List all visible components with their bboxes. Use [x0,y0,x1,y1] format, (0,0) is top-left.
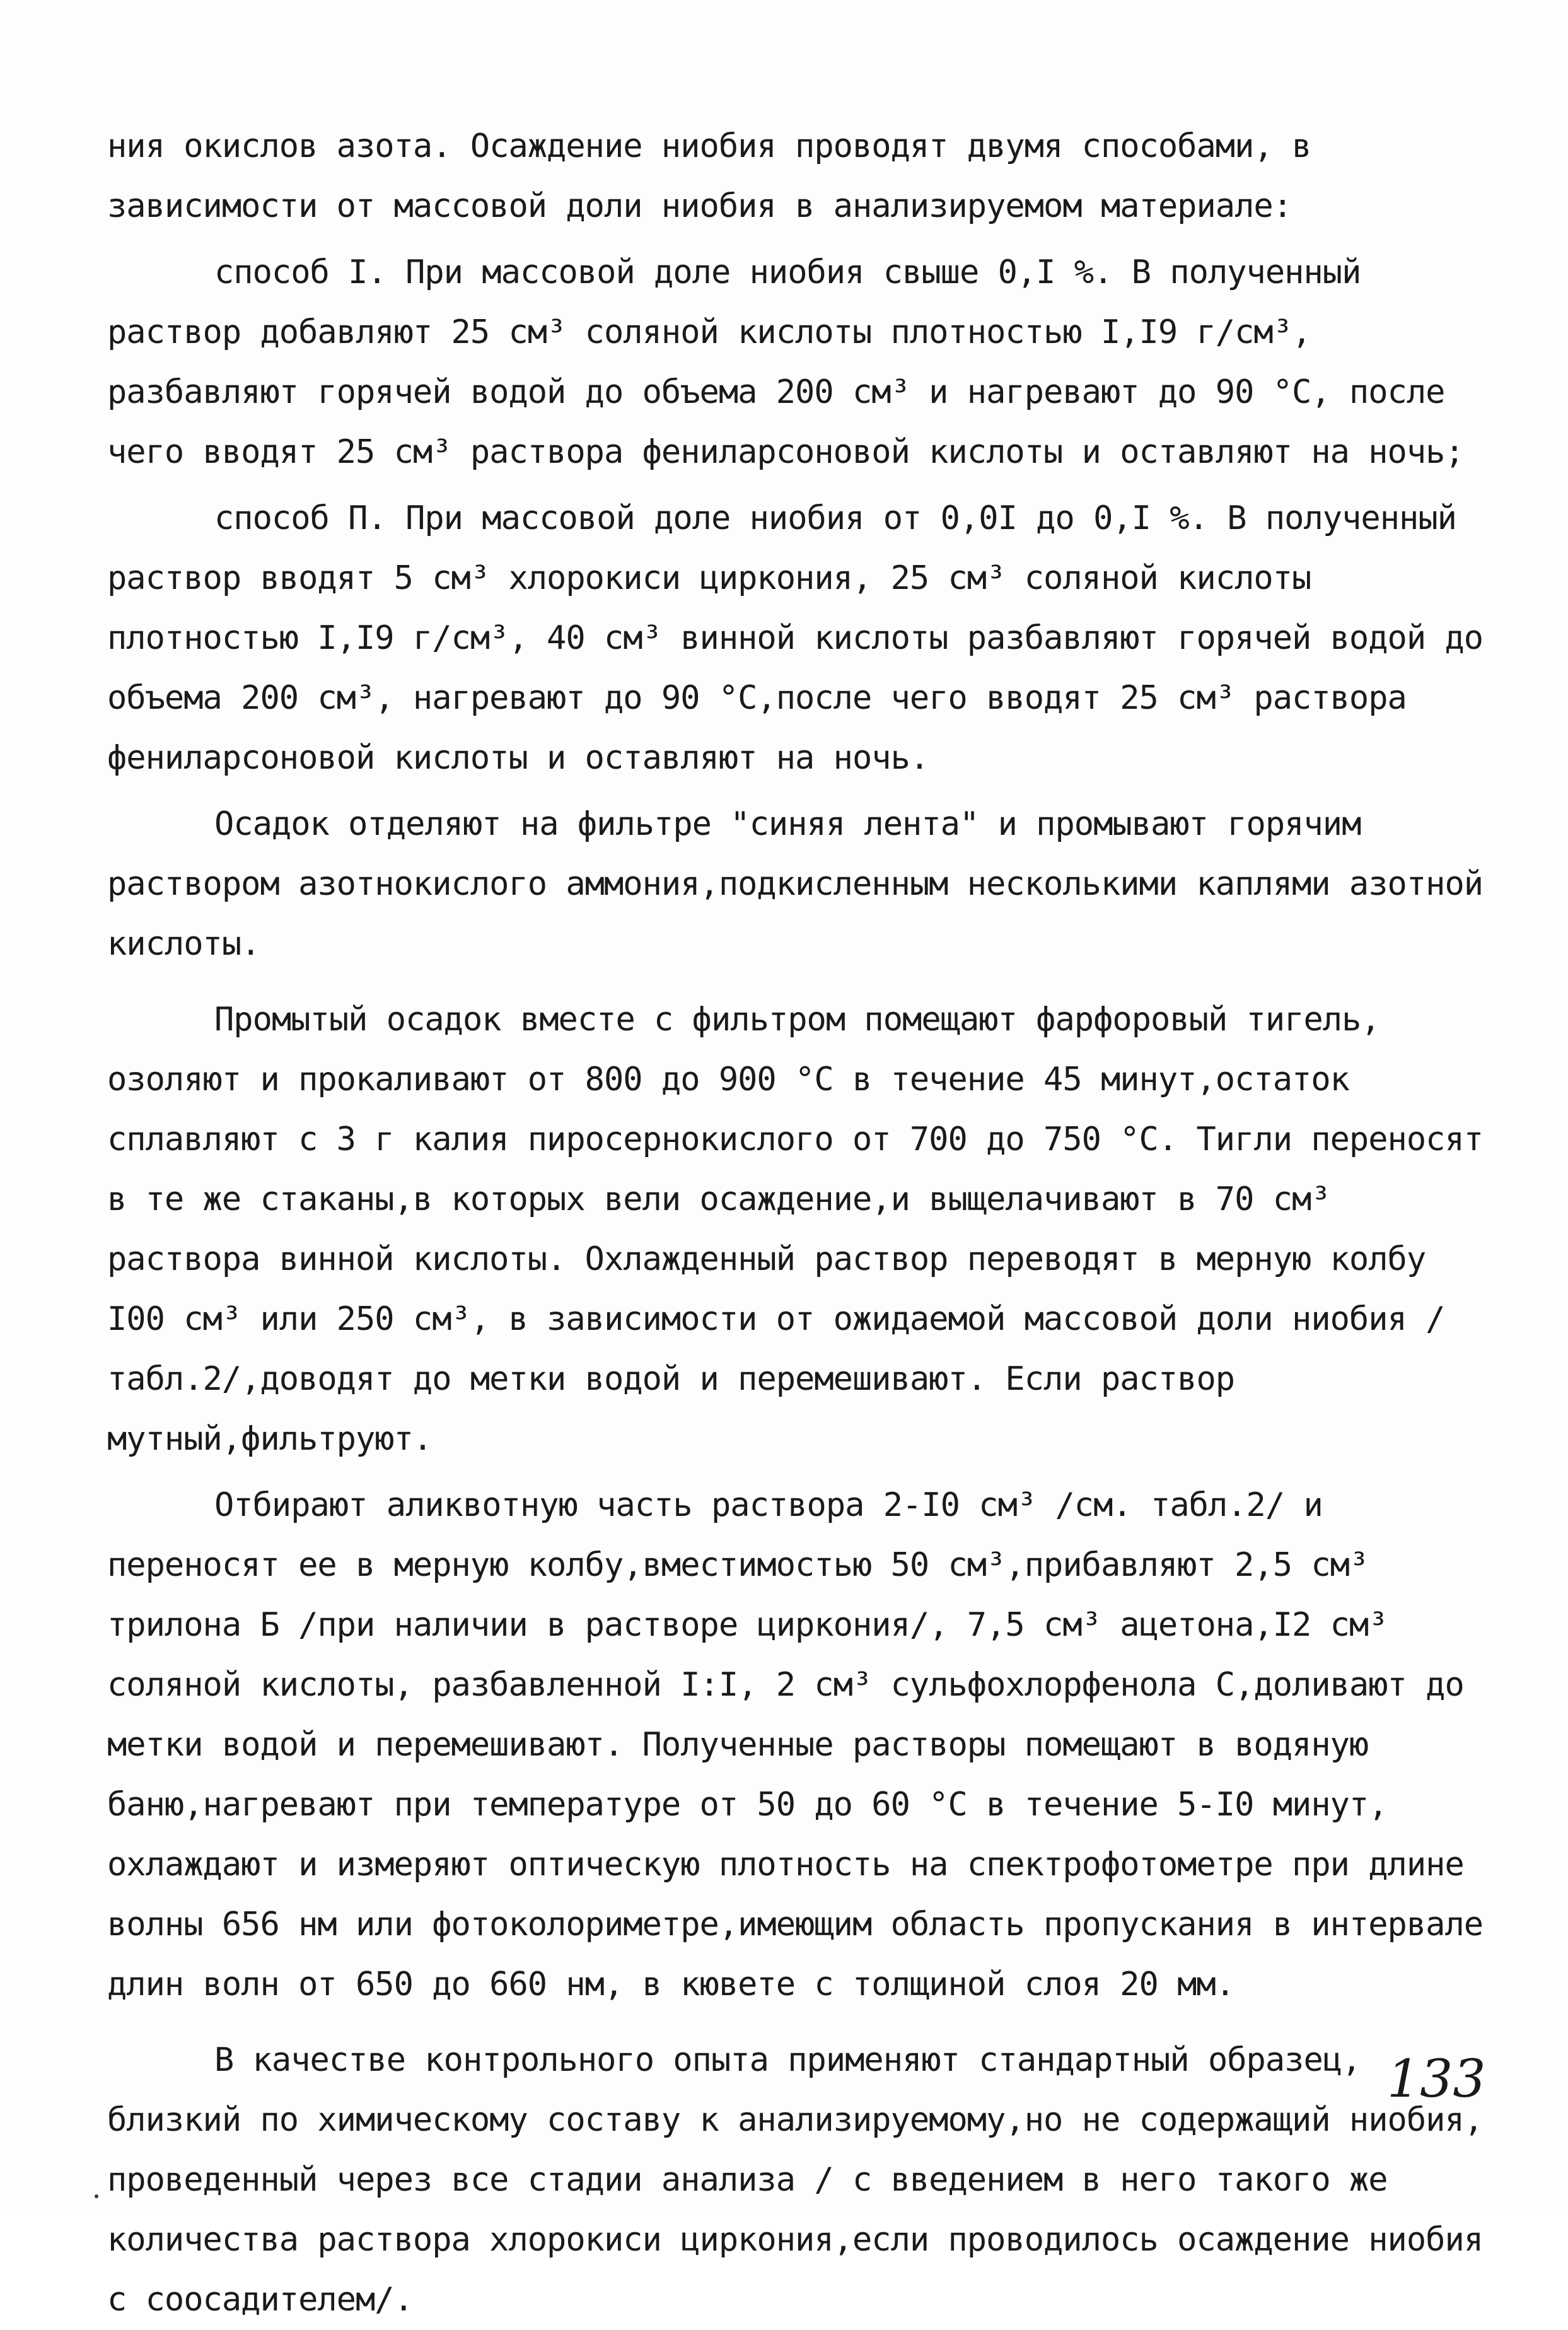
paragraph-intro: ния окислов азота. Осаждение ниобия проводят двумя способами, в зависимости от массовой доли ниобия в анализируемом материале: [107,127,1330,225]
paragraph-method-2: способ П. При массовой доле ниобия от 0,0I до 0,I %. В полученный раствор вводят 5 см³ хлорокиси циркония, 25 см³ соляной кислоты плотностью I,I9 г/см³, 40 см³ винной кислоты разбавляют горячей водой до объема 200 см³, нагревают до 90 °С,после чего вводят 25 см³ раствора фениларсоновой кислоты и оставляют на ночь. [107,499,1502,777]
page-number: 133 [1387,2049,1486,2109]
paragraph-precipitate: Осадок отделяют на фильтре "синяя лента" и промывают горячим раствором азотнокислого аммония,подкисленным несколькими каплями азотной кислоты. [107,805,1502,963]
document-body [107,117,1502,2330]
paragraph-aliquot: Отбирают аликвотную часть раствора 2-I0 см³ /см. табл.2/ и переносят ее в мерную колбу,вместимостью 50 см³,прибавляют 2,5 см³ трилона Б /при наличии в растворе циркония/, 7,5 см³ ацетона,I2 см³ соляной кислоты, разбавленной I:I, 2 см³ сульфохлорфенола С,доливают до метки водой и перемешивают. Полученные растворы помещают в водяную баню,нагревают при температуре от 50 до 60 °С в течение 5-I0 минут, охлаждают и измеряют оптическую плотность на спектрофотометре при длине волны 656 нм или фотоколориметре,имеющим область пропускания в интервале длин волн от 650 до 660 нм, в кювете с толщиной слоя 20 мм. [107,1486,1502,2003]
paragraph-control-experiment: В качестве контрольного опыта применяют стандартный образец, близкий по химическому составу к анализируемому,но не содержащий ниобия, проведенный через все стадии анализа / с введением в него такого же количества раствора хлорокиси циркония,если проводилось осаждение ниобия с соосадителем/. [107,2041,1502,2319]
scan-dot-mark [95,2194,98,2198]
paragraph-ignition: Промытый осадок вместе с фильтром помещают фарфоровый тигель, озоляют и прокаливают от 800 до 900 °С в течение 45 минут,остаток сплавляют с 3 г калия пиросернокислого от 700 до 750 °С. Тигли переносят в те же стаканы,в которых вели осаждение,и выщелачивают в 70 см³ раствора винной кислоты. Охлажденный раствор переводят в мерную колбу I00 см³ или 250 см³, в зависимости от ожидаемой массовой доли ниобия /табл.2/,доводят до метки водой и перемешивают. Если раствор мутный,фильтруют. [107,1001,1502,1458]
paragraph-method-1: способ I. При массовой доле ниобия свыше 0,I %. В полученный раствор добавляют 25 см³ соляной кислоты плотностью I,I9 г/см³, разбавляют горячей водой до объема 200 см³ и нагревают до 90 °С, после чего вводят 25 см³ раствора фениларсоновой кислоты и оставляют на ночь; [107,253,1464,471]
